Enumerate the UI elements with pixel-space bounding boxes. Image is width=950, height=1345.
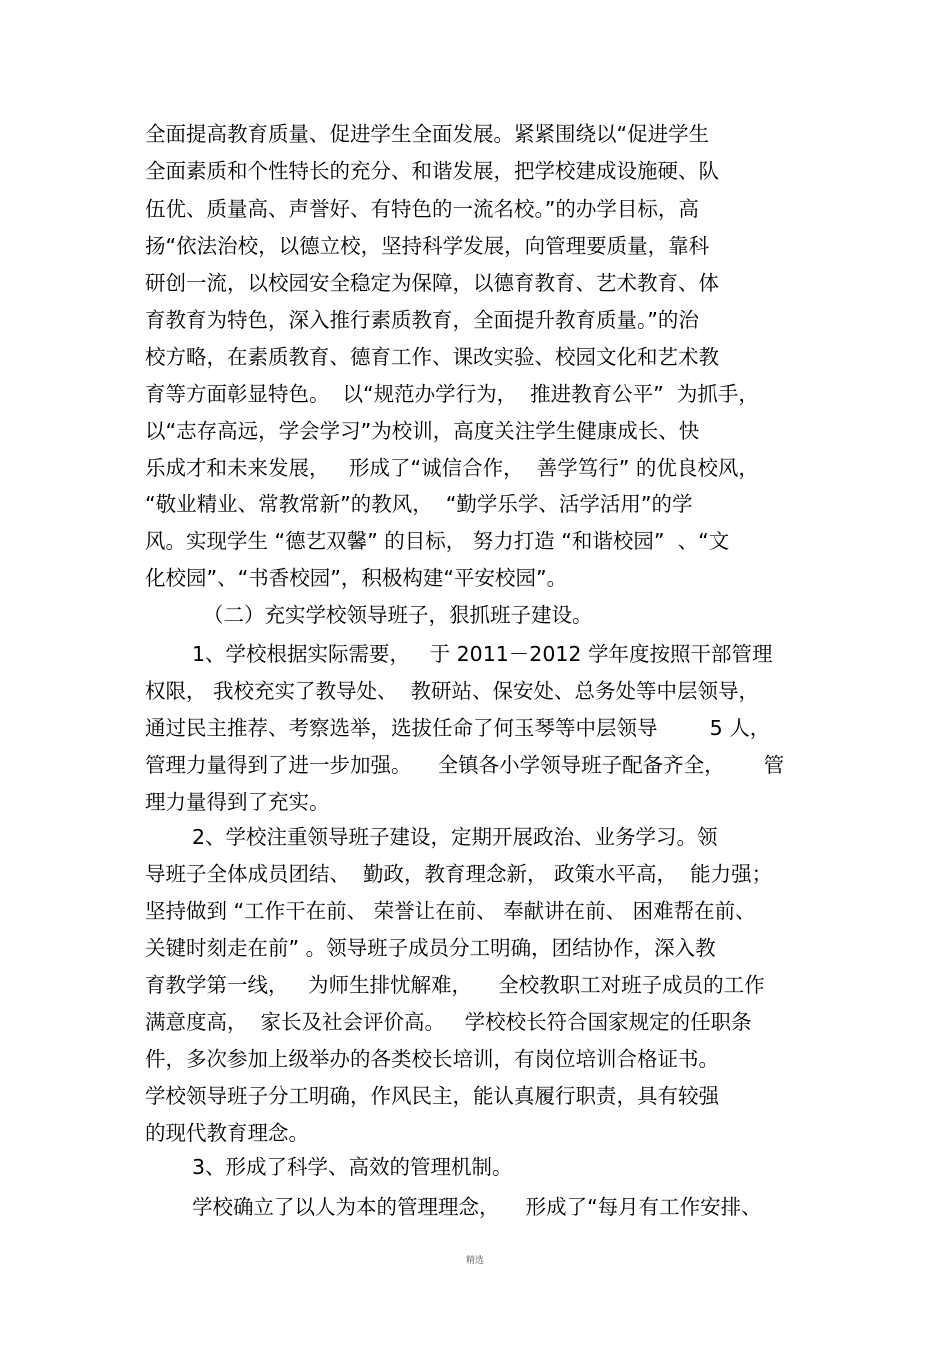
text-line: 研创一流，以校园安全稳定为保障，以德育教育、艺术教育、体 [145,271,719,295]
text-line: 权限， 我校充实了教导处、 教研站、保安处、总务处等中层领导， [145,679,760,703]
text-line: “敬业精业、常教常新”的教风， “勤学乐学、活学活用”的学 [145,492,693,516]
text-line: 全面素质和个性特长的充分、和谐发展，把学校建成设施硬、队 [145,159,719,183]
text-line: 的现代教育理念。 [145,1121,309,1145]
text-line: 校方略，在素质教育、德育工作、课改实验、校园文化和艺术教 [145,345,719,369]
text-line: 伍优、质量高、声誉好、有特色的一流名校。”的办学目标，高 [145,197,699,221]
text-line: 以“志存高远，学会学习”为校训，高度关注学生健康成长、快 [145,419,700,443]
page-footer: 精选 [465,1256,484,1266]
text-line: 件，多次参加上级举办的各类校长培训，有岗位培训合格证书。 [145,1047,719,1071]
text-line: 扬“依法治校，以德立校，坚持科学发展，向管理要质量，靠科 [145,234,710,258]
text-line: 育教学第一线， 为师生排忧解难， 全校教职工对班子成员的工作 [145,973,765,997]
text-line: 理力量得到了充实。 [145,790,330,814]
text-line: 满意度高， 家长及社会评价高。 学校校长符合国家规定的任职条 [145,1010,752,1034]
paragraph-first-line: 学校确立了以人为本的管理理念， 形成了“每月有工作安排、 [192,1195,762,1219]
text-line: 全面提高教育质量、促进学生全面发展。紧紧围绕以“促进学生 [145,122,710,146]
text-line: 化校园”、“书香校园”，积极构建“平安校园”。 [145,566,568,590]
text-line: 风。实现学生 “德艺双馨” 的目标， 努力打造 “和谐校园” 、“文 [145,529,730,553]
text-line: 通过民主推荐、考察选举，选拔任命了何玉琴等中层领导 5 人， [145,716,771,740]
text-line: 育等方面彰显特色。 以“规范办学行为， 推进教育公平” 为抓手， [145,382,759,406]
section-heading: （二）充实学校领导班子，狠抓班子建设。 [203,603,593,627]
text-line: 管理力量得到了进一步加强。 全镇各小学领导班子配备齐全， 管 [145,753,785,777]
text-line: 导班子全体成员团结、 勤政，教育理念新， 政策水平高， 能力强； [145,862,773,886]
paragraph-first-line: 2、学校注重领导班子建设，定期开展政治、业务学习。领 [192,825,718,849]
text-line: 乐成才和未来发展， 形成了“诚信合作， 善学笃行” 的优良校风， [145,456,759,480]
paragraph-first-line: 1、学校根据实际需要， 于 2011－2012 学年度按照干部管理 [192,642,773,666]
text-line: 育教育为特色，深入推行素质教育，全面提升教育质量。”的治 [145,308,699,332]
text-line: 关键时刻走在前” 。领导班子成员分工明确，团结协作，深入教 [145,936,716,960]
paragraph-first-line: 3、形成了科学、高效的管理机制。 [192,1155,513,1179]
text-line: 学校领导班子分工明确，作风民主，能认真履行职责，具有较强 [145,1084,719,1108]
text-line: 坚持做到 “工作干在前、 荣誉让在前、 奉献讲在前、 困难帮在前、 [145,899,756,923]
